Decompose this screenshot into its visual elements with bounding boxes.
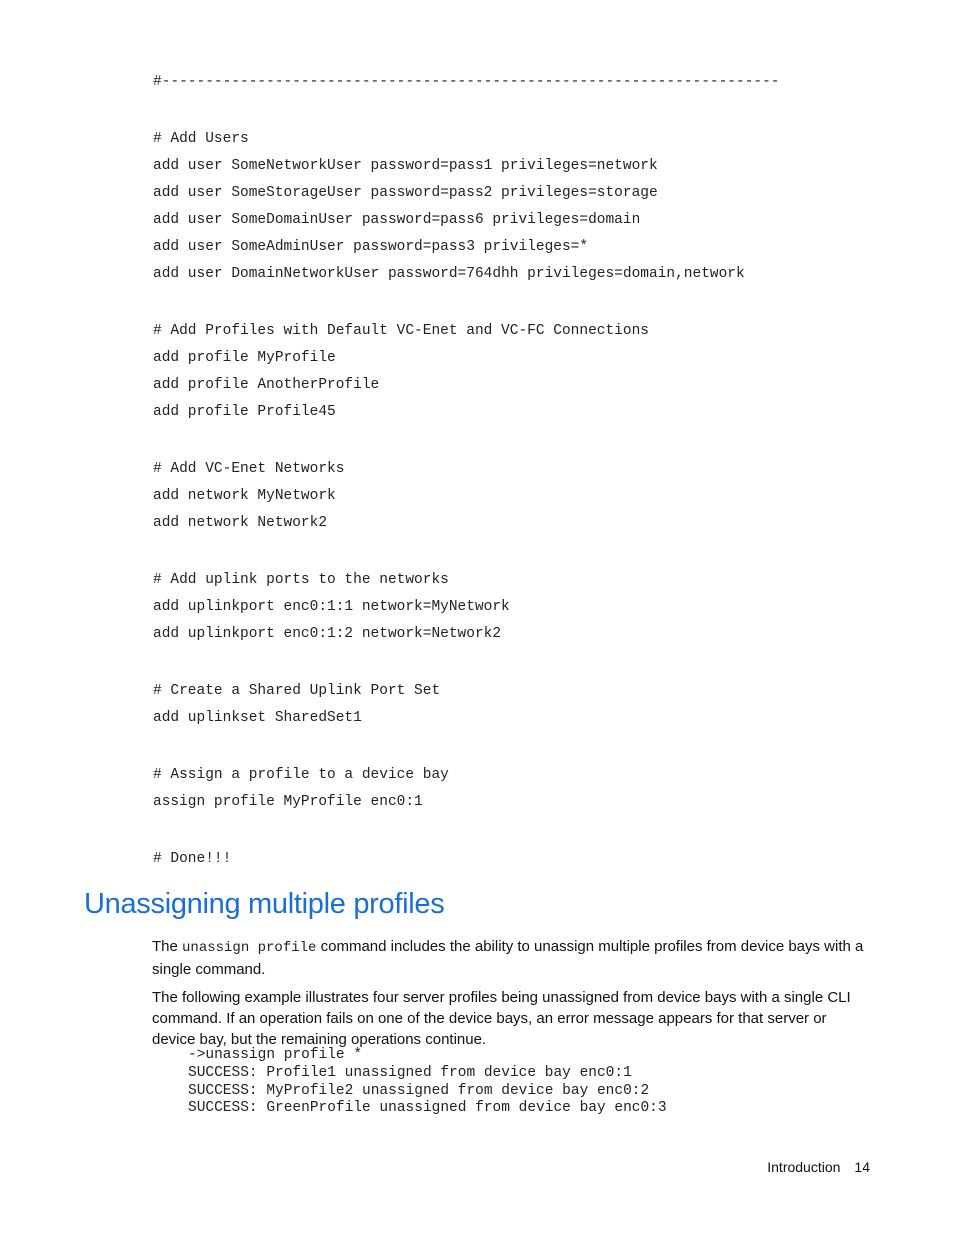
- code-comment: # Add Profiles with Default VC-Enet and VC-FC Connections: [153, 323, 649, 339]
- example-description-paragraph: The following example illustrates four server profiles being unassigned from device bays with a single CLI command. If an operation fails on one of the device bays, an error message appears for that server or device bay, but the remaining operations continue.: [152, 989, 851, 1048]
- paragraph-text: command includes the ability to unassign multiple profiles from device bays with a single command.: [152, 938, 864, 978]
- code-gap: [153, 429, 780, 459]
- cli-output-line: SUCCESS: MyProfile2 unassigned from device bay enc0:2: [188, 1082, 650, 1099]
- code-gap: [153, 651, 780, 681]
- page-number: 14: [854, 1159, 870, 1175]
- code-line: add user SomeStorageUser password=pass2 privileges=storage: [153, 185, 658, 201]
- cli-command-line: ->unassign profile *: [188, 1047, 363, 1063]
- cli-example-block: [188, 1047, 667, 1118]
- footer-section-name: Introduction: [767, 1159, 841, 1175]
- code-comment: # Add Users: [153, 131, 249, 147]
- code-comment: # Assign a profile to a device bay: [153, 767, 449, 783]
- code-gap: [153, 819, 780, 849]
- cli-output-line: SUCCESS: Profile1 unassigned from device bay enc0:1: [188, 1064, 632, 1081]
- code-line: add uplinkport enc0:1:1 network=MyNetwork: [153, 599, 510, 615]
- code-comment: # Done!!!: [153, 851, 232, 867]
- code-comment: # Add uplink ports to the networks: [153, 572, 449, 588]
- code-line: add user SomeDomainUser password=pass6 privileges=domain: [153, 212, 641, 228]
- inline-command: unassign profile: [182, 940, 317, 956]
- config-script-block: [153, 72, 780, 876]
- code-line: add uplinkport enc0:1:2 network=Network2: [153, 626, 502, 642]
- section-heading: Unassigning multiple profiles: [84, 888, 445, 920]
- code-line: add uplinkset SharedSet1: [153, 710, 362, 726]
- intro-paragraph: [152, 936, 872, 980]
- code-line: add network Network2: [153, 515, 328, 531]
- code-gap: [153, 735, 780, 765]
- paragraph-text: The: [152, 938, 183, 955]
- code-line: add profile MyProfile: [153, 350, 336, 366]
- cli-output-line: SUCCESS: GreenProfile unassigned from device bay enc0:3: [188, 1100, 667, 1117]
- code-gap: [153, 540, 780, 570]
- page-footer: [767, 1159, 870, 1175]
- code-line: #-----------------------------------------------------------------------: [153, 74, 780, 90]
- code-line: add user SomeAdminUser password=pass3 privileges=*: [153, 239, 589, 255]
- code-gap: [153, 99, 780, 129]
- code-line: assign profile MyProfile enc0:1: [153, 794, 423, 810]
- code-line: add user SomeNetworkUser password=pass1 privileges=network: [153, 158, 658, 174]
- code-line: add user DomainNetworkUser password=764dhh privileges=domain,network: [153, 266, 745, 282]
- code-comment: # Create a Shared Uplink Port Set: [153, 683, 441, 699]
- code-line: add profile Profile45: [153, 404, 336, 420]
- code-gap: [153, 291, 780, 321]
- code-line: add profile AnotherProfile: [153, 377, 380, 393]
- code-comment: # Add VC-Enet Networks: [153, 461, 345, 477]
- code-line: add network MyNetwork: [153, 488, 336, 504]
